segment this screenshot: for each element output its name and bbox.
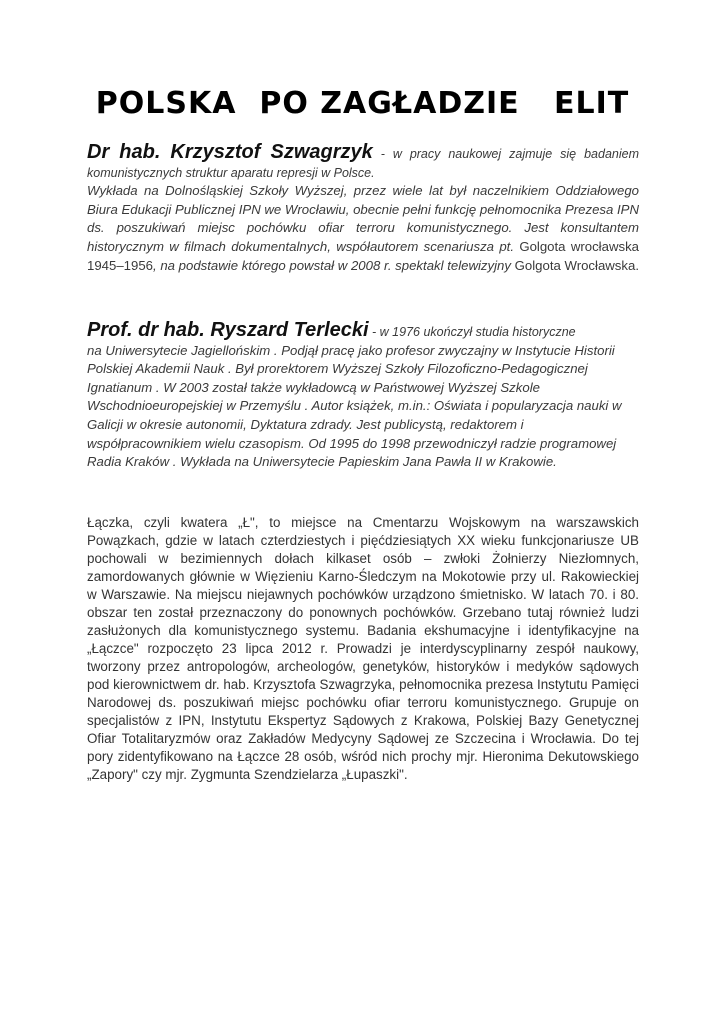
laczka-paragraph: Łączka, czyli kwatera „Ł", to miejsce na Cmentarzu Wojskowym na warszawskich Powązkach, gdzie w latach czterdziestych i pięćdziesiątych XX wieku funkcjonariusze UB pochowali w bezimiennych dołach kilkaset osób – zwłoki Żołnierzy Niezłomnych, zamordowanych głównie w Więzieniu Karno-Śledczym na Mokotowie przy ul. Rakowieckiej w Warszawie. Na miejscu niejawnych pochówków urządzono śmietnisko. W latach 70. i 80. obszar ten został przeznaczony do ponownych pochówków. Grzebano tutaj również ludzi zasłużonych dla komunistycznego systemu. Badania ekshumacyjne i identyfikacyjne na „Łączce" rozpoczęto 23 lipca 2012 r. Prowadzi je interdyscyplinarny zespół naukowy, tworzony przez antropologów, archeologów, genetyków, historyków i medyków sądowych pod kierownictwem dr. hab. Krzysztofa Szwagrzyka, pełnomocnika prezesa Instytutu Pamięci Narodowej ds. poszukiwań miejsc pochówku ofiar terroru komunistycznego. Grupuje on specjalistów z IPN, Instytutu Ekspertyz Sądowych z Krakowa, Polskiej Bazy Genetycznej Ofiar Totalitaryzmów oraz Zakładów Medycyny Sądowej ze Szczecina i Wrocławia. Do tej pory zidentyfikowano na Łączce 28 osób, wśród nich prochy mjr. Hieronima Dekutowskiego „Zapory" czy mjr. Zygmunta Szendzielarza „Łupaszki". xyxy=(87,515,639,782)
bio-szwagrzyk-body-b: , na podstawie którego powstał w 2008 r. spektakl telewizyjny xyxy=(153,257,515,273)
bio-terlecki-name: Prof. dr hab. Ryszard Terlecki xyxy=(87,319,369,341)
bio-szwagrzyk-body-a: Wykłada na Dolnośląskiej Szkoły Wyższej, przez wiele lat był naczelnikiem Oddziałowego Biura Edukacji Publicznej IPN we Wrocławiu, obecnie pełni funkcję pełnomocnika Prezesa IPN ds. poszukiwań miejsc pochówku ofiar terroru komunistycznego. Jest konsultantem historycznym w filmach dokumentalnych, współautorem scenariusza pt. xyxy=(87,183,639,254)
bio-terlecki xyxy=(87,321,639,472)
bio-szwagrzyk-intro: - w pracy naukowej zajmuje się badaniem komunistycznych struktur aparatu represji w Polsce. xyxy=(87,147,639,180)
film-title: Golgota wrocławska 1945–1956 xyxy=(87,238,639,273)
bio-szwagrzyk xyxy=(87,143,639,275)
bio-terlecki-body: na Uniwersytecie Jagiellońskim . Podjął pracę jako profesor zwyczajny w Instytucie Historii Polskiej Akademii Nauk . Był prorektorem Wyższej Szkoły Filozoficzno-Pedagogicznej Ignatianum . W 2003 został także wykładowcą w Państwowej Wyższej Szkole Wschodnioeuropejskiej w Przemyślu . Autor książek, m.in.: Oświata i popularyzacja nauki w Galicji w okresie autonomii, Dyktatura zdrady. Jest publicystą, redaktorem i współpracownikiem wielu czasopism. Od 1995 do 1998 przewodniczył radzie programowej Radia Kraków . Wykłada na Uniwersytecie Papieskim Jana Pawła II w Krakowie. xyxy=(87,342,622,470)
bio-szwagrzyk-name: Dr hab. Krzysztof Szwagrzyk xyxy=(87,141,373,163)
bio-terlecki-intro: - w 1976 ukończył studia historyczne xyxy=(368,325,576,339)
play-title: Golgota Wrocławska. xyxy=(514,257,639,273)
page-title: POLSKA PO ZAGŁADZIE ELIT xyxy=(95,86,630,121)
